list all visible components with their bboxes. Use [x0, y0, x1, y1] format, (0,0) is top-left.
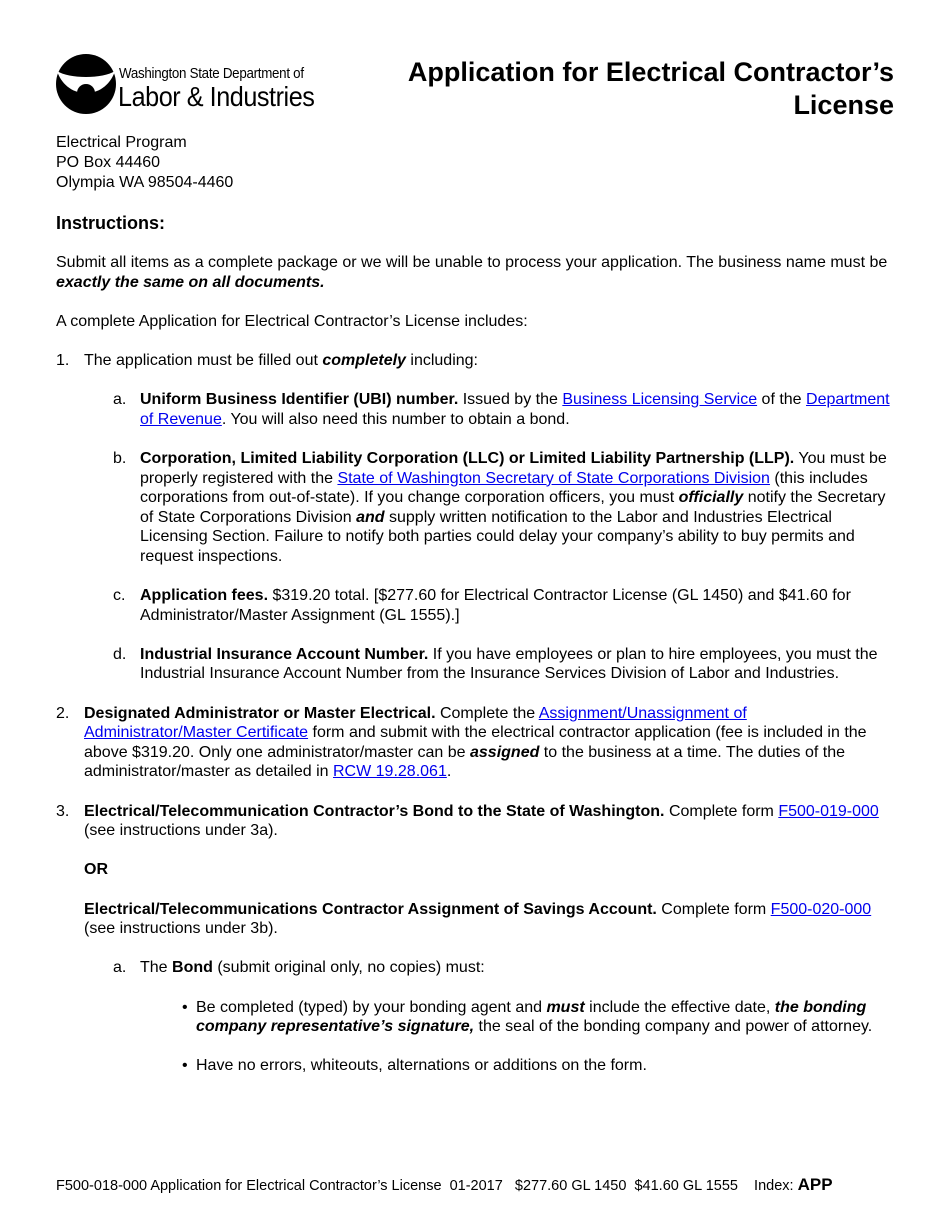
list-item-1: 1. The application must be filled out completely including:: [56, 351, 478, 369]
page-footer: [56, 1175, 833, 1195]
footer-index: APP: [797, 1175, 833, 1194]
list-item-3a: a. The Bond (submit original only, no copies) must:: [113, 959, 485, 977]
savings-account-option: Electrical/Telecommunications Contractor Assignment of Savings Account. Complete form F500-020-000 (see instructions under 3b).: [84, 900, 872, 938]
assignment-certificate-link[interactable]: Assignment/Unassignment of Administrator/Master Certificate: [84, 704, 747, 742]
bond-bullet-1: • Be completed (typed) by your bonding agent and must include the effective date, the bonding company representative’s signature, the seal of the bonding company and power of attorney.: [182, 998, 873, 1036]
address-line2: PO Box 44460: [56, 154, 161, 171]
list-item-1b: b. Corporation, Limited Liability Corporation (LLC) or Limited Liability Partnership (LLP). You must be properly registered with the State of Washington Secretary of State Corporations Division (this includes corporations from out-of-state). If you change corporation officers, you must officially notify the Secretary of State Corporations Division and supply written notification to the Labor and Industries Electrical Licensing Section. Failure to notify both parties could delay your company’s ability to buy permits and request inspections.: [113, 449, 887, 565]
footer-text: F500-018-000 Application for Electrical Contractor’s License 01-2017 $277.60 GL 1450 $41.60 GL 1555 Index:: [56, 1178, 798, 1194]
list-item-1d: d. Industrial Insurance Account Number. If you have employees or plan to hire employees, you must the Industrial Insurance Account Number from the Insurance Services Division of Labor and Industries.: [113, 645, 878, 683]
rcw-link[interactable]: RCW 19.28.061: [333, 763, 447, 781]
bullet-icon: •: [182, 998, 188, 1016]
list-item-3: 3. Electrical/Telecommunication Contractor’s Bond to the State of Washington. Complete form F500-019-000 (see instructions under 3a).: [56, 802, 879, 840]
business-licensing-service-link[interactable]: Business Licensing Service: [562, 391, 758, 409]
logo-line2: Labor & Industries: [118, 81, 315, 112]
agency-logo-mark-icon: [55, 53, 117, 115]
department-of-revenue-link[interactable]: Department of Revenue: [140, 391, 890, 428]
secretary-of-state-link[interactable]: State of Washington Secretary of State Corporations Division: [337, 469, 770, 487]
list-item-1c: c. Application fees. $319.20 total. [$277.60 for Electrical Contractor License (GL 1450) and $41.60 for Administrator/Master Assignment (GL 1555).]: [113, 587, 851, 624]
emphasis-same-documents: exactly the same on all documents.: [56, 273, 325, 291]
bullet-icon: •: [182, 1057, 188, 1075]
list-item-1a: a. Uniform Business Identifier (UBI) number. Issued by the Business Licensing Service of the Department of Revenue. You will also need this number to obtain a bond.: [113, 391, 890, 428]
address-line3: Olympia WA 98504-4460: [56, 174, 234, 191]
or-separator: OR: [84, 861, 108, 879]
savings-form-link[interactable]: F500-020-000: [770, 900, 872, 918]
list-item-2: 2. Designated Administrator or Master Electrical. Complete the Assignment/Unassignment of Administrator/Master Certificate form and submit with the electrical contractor application (fee is included in the above $319.20. Only one administrator/master can be assigned to the business at a time. The duties of the administrator/master as detailed in RCW 19.28.061.: [56, 704, 867, 781]
instructions-content: [56, 212, 896, 1076]
address-line1: Electrical Program: [56, 134, 187, 151]
logo-line1: Washington State Department of: [119, 66, 304, 82]
instructions-includes: A complete Application for Electrical Contractor’s License includes:: [56, 312, 528, 330]
page-title: Application for Electrical Contractor’s License: [407, 57, 894, 120]
mailing-address: [56, 133, 233, 193]
item-number: 1.: [56, 351, 70, 369]
agency-logo: [55, 53, 335, 119]
instructions-intro: Submit all items as a complete package or we will be unable to process your application. The business name must be exactly the same on all documents.: [56, 254, 888, 291]
instructions-heading: Instructions:: [56, 213, 166, 233]
bond-form-link[interactable]: F500-019-000: [778, 802, 879, 820]
bond-bullet-2: • Have no errors, whiteouts, alternations or additions on the form.: [182, 1057, 647, 1075]
